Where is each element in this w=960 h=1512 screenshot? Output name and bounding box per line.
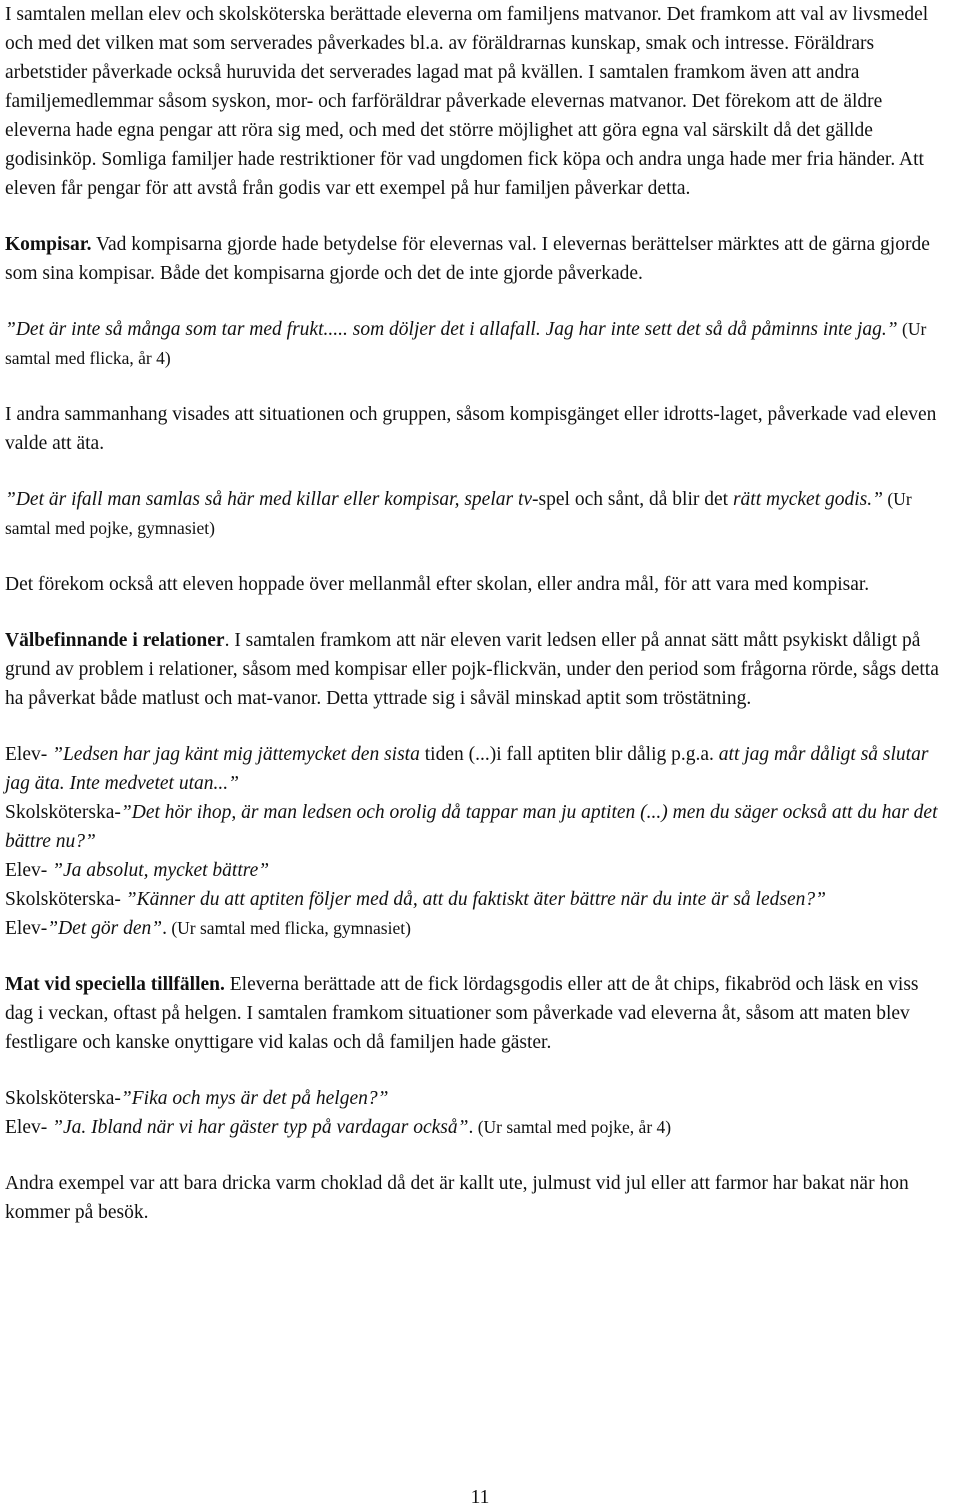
paragraph-exempel: Andra exempel var att bara dricka varm choklad då det är kallt ute, julmust vid jul eller att farmor har bakat när hon kommer på besök. [5,1173,909,1223]
heading-valbefinnande: Välbefinnande i relationer [5,630,225,651]
paragraph-kompisar: Kompisar. Vad kompisarna gjorde hade betydelse för elevernas val. I elevernas berättelser märktes att de gärna gjorde som sina kompisar. Både det kompisarna gjorde och det de inte gjorde påverkade. [5,234,930,284]
document-page [5,0,950,1227]
dialog-line: Elev-”Det gör den”. (Ur samtal med flicka, gymnasiet) [5,918,411,939]
dialog-line: Elev- ”Ja. Ibland när vi har gäster typ på vardagar också”. (Ur samtal med pojke, år 4) [5,1117,672,1138]
quote-1: ”Det är inte så många som tar med frukt..... som döljer det i allafall. Jag har inte sett det så då påminns inte jag.” (Ur samtal med flicka, år 4) [5,319,927,368]
dialog-line: Elev- ”Ledsen har jag känt mig jättemycket den sista tiden (...)i fall aptiten blir dålig p.g.a. att jag mår dåligt så slutar jag äta. Inte medvetet utan...” [5,744,929,794]
paragraph-speciella: Mat vid speciella tillfällen. Eleverna berättade att de fick lördagsgodis eller att de åt chips, fikabröd och läsk en viss dag i veckan, oftast på helgen. I samtalen framkom situationer som påverkade vad eleverna åt, såsom att maten blev festligare och kanske onyttigare vid kalas och då familjen hade gäster. [5,974,919,1053]
dialog-line: Skolsköterska-”Det hör ihop, är man ledsen och orolig då tappar man ju aptiten (...) men du säger också att du har det bättre nu?” [5,802,938,852]
page-number: 11 [470,1487,490,1508]
quote-2: ”Det är ifall man samlas så här med killar eller kompisar, spelar tv-spel och sånt, då blir det rätt mycket godis.” (Ur samtal med pojke, gymnasiet) [5,489,912,538]
dialog-line: Skolsköterska- ”Känner du att aptiten följer med då, att du faktiskt äter bättre när du inte är så ledsen?” [5,889,826,910]
paragraph-mellanmal: Det förekom också att eleven hoppade över mellanmål efter skolan, eller andra mål, för att vara med kompisar. [5,574,870,595]
paragraph-valbefinnande: Välbefinnande i relationer. I samtalen framkom att när eleven varit ledsen eller på annat sätt mått psykiskt dåligt på grund av problem i relationer, såsom med kompisar eller pojk-flickvän, under den period som frågorna rörde, sågs detta ha påverkat både matlust och mat-vanor. Detta yttrade sig i såväl minskad aptit som tröstätning. [5,630,939,709]
heading-speciella: Mat vid speciella tillfällen. [5,974,225,995]
dialog-2 [5,1084,950,1142]
paragraph-situation: I andra sammanhang visades att situationen och gruppen, såsom kompisgänget eller idrotts-laget, påverkade vad eleven valde att äta. [5,404,937,454]
dialog-1 [5,740,950,943]
dialog-line: Elev- ”Ja absolut, mycket bättre” [5,860,270,881]
paragraph-family: I samtalen mellan elev och skolsköterska berättade eleverna om familjens matvanor. Det framkom att val av livsmedel och med det vilken mat som serverades påverkades bl.a. av föräldrarnas kunskap, smak och intresse. Föräldrars arbetstider påverkade också huruvida det serverades lagad mat på kvällen. I samtalen framkom även att andra familjemedlemmar såsom syskon, mor- och farföräldrar påverkade elevernas matvanor. Det förekom att de äldre eleverna hade egna pengar att röra sig med, och med det större möjlighet att göra egna val särskilt då det gällde godisinköp. Somliga familjer hade restriktioner för vad ungdomen fick köpa och andra unga hade mer fria händer. Att eleven får pengar för att avstå från godis var ett exempel på hur familjen påverkar detta. [5,4,929,199]
dialog-line: Skolsköterska-”Fika och mys är det på helgen?” [5,1088,389,1109]
heading-kompisar: Kompisar. [5,234,92,255]
